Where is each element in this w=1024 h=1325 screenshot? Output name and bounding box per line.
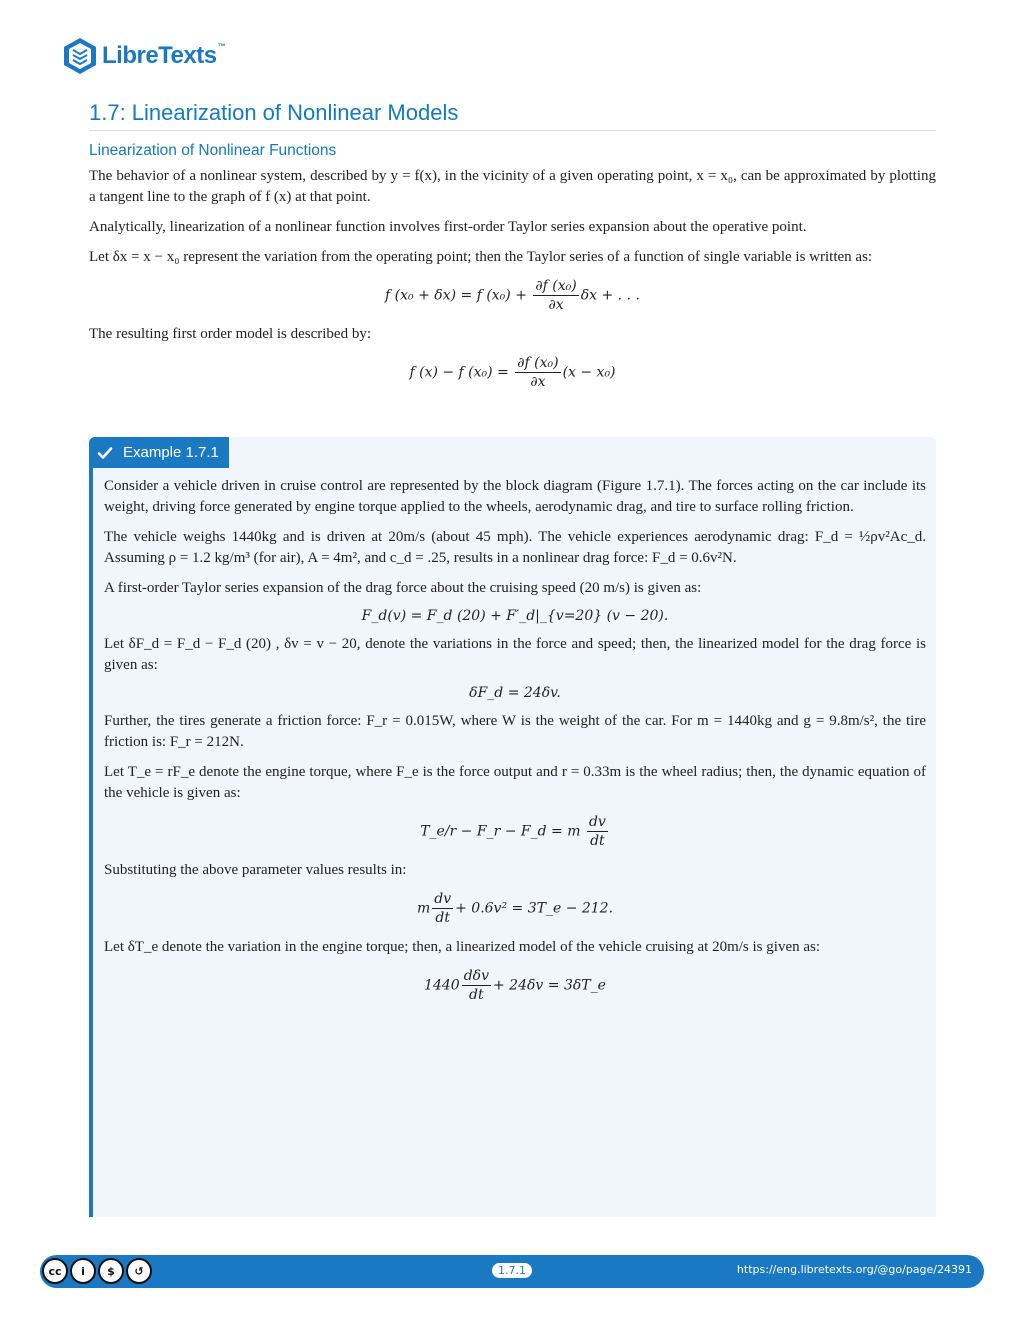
example-box	[89, 437, 936, 1217]
paragraph: A first-order Taylor series expansion of the drag force about the cruising speed (20 m/s) is given as:	[104, 580, 702, 596]
example-tab[interactable]	[89, 437, 229, 468]
page-title: 1.7: Linearization of Nonlinear Models	[89, 100, 936, 131]
paragraph: Consider a vehicle driven in cruise control are represented by the block diagram (Figure 1.7.1). The forces acting on the car include its weight, driving force generated by engine torque applied to the wheels, aerodynamic drag, and tire to surface rolling friction.	[104, 478, 926, 515]
paragraph: The resulting first order model is described by:	[89, 326, 372, 342]
paragraph: The behavior of a nonlinear system, described by y = f(x), in the vicinity of a given operating point, x = x₀, can be approximated by plotting a tangent line to the graph of f (x) at that point.	[89, 168, 936, 205]
paragraph: Let δF_d = F_d − F_d (20) , δv = v − 20, denote the variations in the force and speed; then, the linearized model for the drag force is given as:	[104, 636, 926, 673]
libretexts-logo[interactable]	[62, 36, 225, 76]
sharealike-icon: ↺	[126, 1258, 152, 1284]
footer-bar	[40, 1255, 984, 1288]
main-content	[89, 142, 936, 401]
paragraph: Substituting the above parameter values results in:	[104, 862, 407, 878]
equation-first-order: f (x) − f (x₀) = $\frac{\text{∂f (x₀)}}{\partial x}$ (x − x₀)	[409, 355, 616, 390]
paragraph: Let T_e = rF_e denote the engine torque, where F_e is the force output and r = 0.33m is the wheel radius; then, the dynamic equation of the vehicle is given as:	[104, 764, 926, 801]
example-title: Example 1.7.1	[123, 444, 219, 461]
equation-linearized-vehicle: 1440 $\frac{\text{dδv}}{dt}$ + 24δv = 3δT_e	[424, 968, 606, 1003]
cc-license-badge[interactable]	[42, 1258, 152, 1284]
paragraph: Further, the tires generate a friction force: F_r = 0.015W, where W is the weight of the car. For m = 1440kg and g = 9.8m/s², the tire friction is: F_r = 212N.	[104, 713, 926, 750]
libretexts-logo-icon	[62, 36, 98, 76]
example-body	[104, 476, 926, 1014]
page-number: 1.7.1	[492, 1263, 532, 1278]
check-icon	[97, 445, 113, 461]
equation-substituted: m $\frac{dv}{dt}$ + 0.6v² = 3T_e − 212.	[416, 891, 614, 926]
paragraph: Let δx = x − x₀ represent the variation from the operating point; then the Taylor series of a function of single variable is written as:	[89, 249, 873, 265]
noncommercial-icon: $	[98, 1258, 124, 1284]
logo-text: LibreTexts™	[102, 42, 226, 69]
section-heading: Linearization of Nonlinear Functions	[89, 142, 337, 159]
cc-icon: cc	[42, 1258, 68, 1284]
equation-dynamics: T_e/r − F_r − F_d = m $\frac{dv}{dt}$	[420, 814, 606, 849]
paragraph: Let δT_e denote the variation in the engine torque; then, a linearized model of the vehicle cruising at 20m/s is given as:	[104, 939, 821, 955]
equation-linear-drag: δF_d = 24δv.	[469, 685, 561, 701]
paragraph: Analytically, linearization of a nonlinear function involves first-order Taylor series expansion about the operative point.	[89, 219, 807, 235]
paragraph: The vehicle weighs 1440kg and is driven at 20m/s (about 45 mph). The vehicle experiences aerodynamic drag: F_d = ½ρv²Ac_d. Assuming ρ = 1.2 kg/m³ (for air), A = 4m², and c_d = .25, results in a nonlinear drag force: F_d = 0.6v²N.	[104, 529, 926, 566]
page-url-link[interactable]: https://eng.libretexts.org/@go/page/24391	[736, 1263, 972, 1276]
attribution-icon: i	[70, 1258, 96, 1284]
equation-drag-taylor: F_d(v) = F_d (20) + F′_d|_{v=20} (v − 20).	[361, 608, 669, 624]
equation-taylor: f (x₀ + δx) = f (x₀) + $\frac{\text{∂f (x₀)}}{\partial x}$ δx + . . .	[385, 278, 640, 313]
